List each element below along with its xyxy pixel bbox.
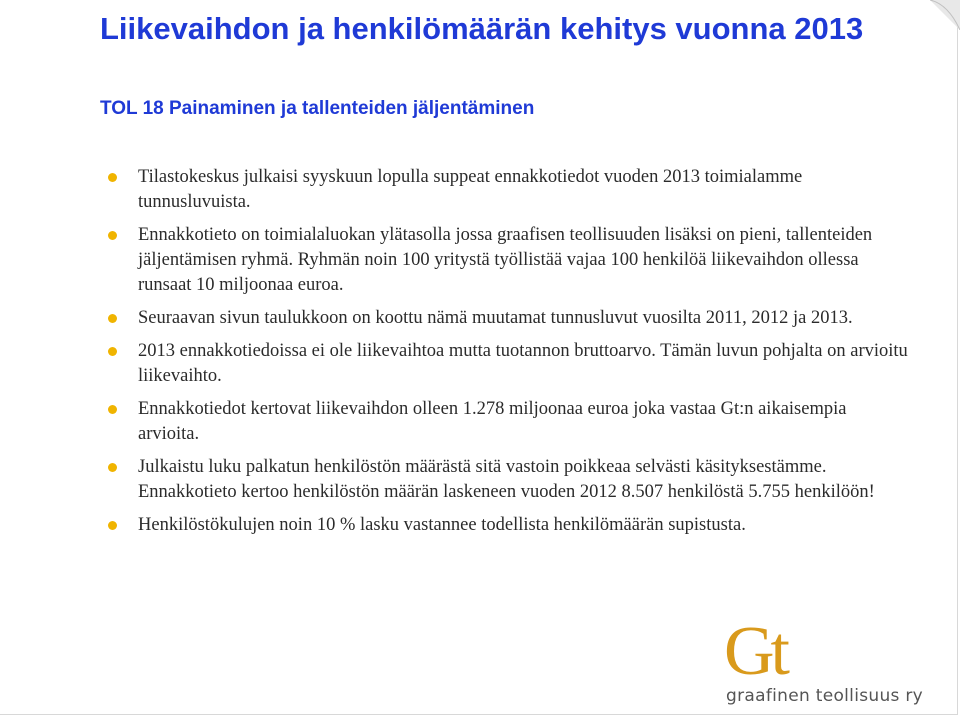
- bullet-item: [108, 165, 908, 215]
- bullet-text: Ennakkotiedot kertovat liikevaihdon olleen 1.278 miljoonaa euroa joka vastaa Gt:n aikaisempia arvioita.: [138, 399, 847, 444]
- gt-logo: [722, 613, 952, 710]
- bullet-text: Tilastokeskus julkaisi syyskuun lopulla suppeat ennakkotiedot vuoden 2013 toimialamme tunnusluvuista.: [138, 167, 803, 212]
- bullet-item: [108, 223, 908, 298]
- page-curl-icon: [930, 0, 960, 30]
- bullet-dot-icon: [108, 463, 117, 472]
- bullet-dot-icon: [108, 173, 117, 182]
- bullet-text: Ennakkotieto on toimialaluokan ylätasolla jossa graafisen teollisuuden lisäksi on pieni, tallenteiden jäljentämisen ryhmä. Ryhmän noin 100 yritystä työllistää vajaa 100 henkilöä liikevaihdon ollessa runsaat 10 miljoonaa euroa.: [138, 225, 873, 295]
- logo-text: graafinen teollisuus ry: [726, 686, 924, 706]
- bullet-dot-icon: [108, 405, 117, 414]
- slide-subtitle: TOL 18 Painaminen ja tallenteiden jäljentäminen: [100, 98, 535, 119]
- bullet-item: [108, 306, 908, 331]
- bullet-list: [108, 165, 908, 546]
- bullet-item: [108, 339, 908, 389]
- bullet-item: [108, 397, 908, 447]
- bullet-item: [108, 455, 908, 505]
- bullet-dot-icon: [108, 347, 117, 356]
- logo-mark: Gt: [724, 613, 786, 690]
- bullet-item: [108, 513, 908, 538]
- slide-title: Liikevaihdon ja henkilömäärän kehitys vuonna 2013: [100, 11, 864, 46]
- bullet-dot-icon: [108, 314, 117, 323]
- bullet-text: Julkaistu luku palkatun henkilöstön määrästä sitä vastoin poikkeaa selvästi käsityksestämme. Ennakkotieto kertoo henkilöstön määrän laskeneen vuoden 2012 8.507 henkilöstä 5.755 henkilöön!: [138, 457, 875, 502]
- bullet-dot-icon: [108, 231, 117, 240]
- bullet-text: Henkilöstökulujen noin 10 % lasku vastannee todellista henkilömäärän supistusta.: [138, 515, 746, 535]
- bullet-text: 2013 ennakkotiedoissa ei ole liikevaihtoa mutta tuotannon bruttoarvo. Tämän luvun pohjalta on arvioitu liikevaihto.: [138, 341, 908, 386]
- bullet-text: Seuraavan sivun taulukkoon on koottu nämä muutamat tunnusluvut vuosilta 2011, 2012 ja 2013.: [138, 308, 853, 328]
- bullet-dot-icon: [108, 521, 117, 530]
